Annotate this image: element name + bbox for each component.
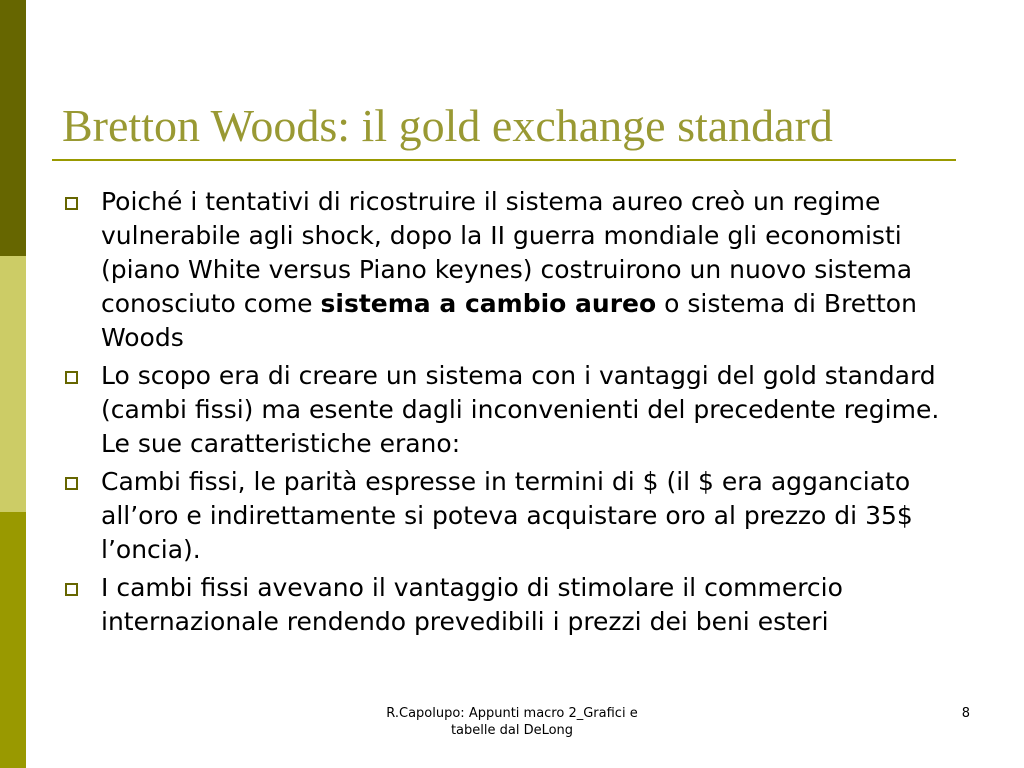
footer-credit xyxy=(362,705,662,739)
bullet-text: Cambi fissi, le parità espresse in termini di $ (il $ era agganciato all’oro e indirettamente si poteva acquistare oro al prezzo di 35$ l’oncia). xyxy=(101,467,913,564)
left-accent-bar-mid xyxy=(0,512,26,768)
left-accent-bar-dark xyxy=(0,0,26,256)
bullet-text-segment: Poiché i tentativi di ricostruire il sistema aureo creò un regime vulnerabile agli shock, dopo la II guerra mondiale gli economisti (piano White versus Piano keynes) costruirono un nuovo sistema conosciuto come xyxy=(101,187,913,318)
hollow-square-bullet-icon xyxy=(65,583,78,596)
bullet-text-segment: o sistema di Bretton Woods xyxy=(101,289,917,352)
bullet-text-bold-segment: sistema a cambio aureo xyxy=(320,289,657,318)
bullet-item xyxy=(64,571,964,639)
slide-title: Bretton Woods: il gold exchange standard xyxy=(62,100,833,151)
bullet-text: I cambi fissi avevano il vantaggio di stimolare il commercio internazionale rendendo prevedibili i prezzi dei beni esteri xyxy=(101,573,843,636)
bullet-item xyxy=(64,465,964,567)
page-number: 8 xyxy=(961,706,970,721)
hollow-square-bullet-icon xyxy=(65,477,78,490)
hollow-square-bullet-icon xyxy=(65,371,78,384)
hollow-square-bullet-icon xyxy=(65,197,78,210)
title-underline xyxy=(52,159,956,161)
bullet-text: Lo scopo era di creare un sistema con i vantaggi del gold standard (cambi fissi) ma esente dagli inconvenienti del precedente regime. Le sue caratteristiche erano: xyxy=(101,361,940,458)
footer-credit-line-2: tabelle dal DeLong xyxy=(450,723,574,738)
bullet-text xyxy=(101,187,917,352)
bullet-item xyxy=(64,359,964,461)
footer-credit-line-1: R.Capolupo: Appunti macro 2_Grafici e xyxy=(386,706,638,721)
bullet-item xyxy=(64,185,964,355)
bullet-list xyxy=(64,185,964,643)
left-accent-bar-light xyxy=(0,256,26,512)
